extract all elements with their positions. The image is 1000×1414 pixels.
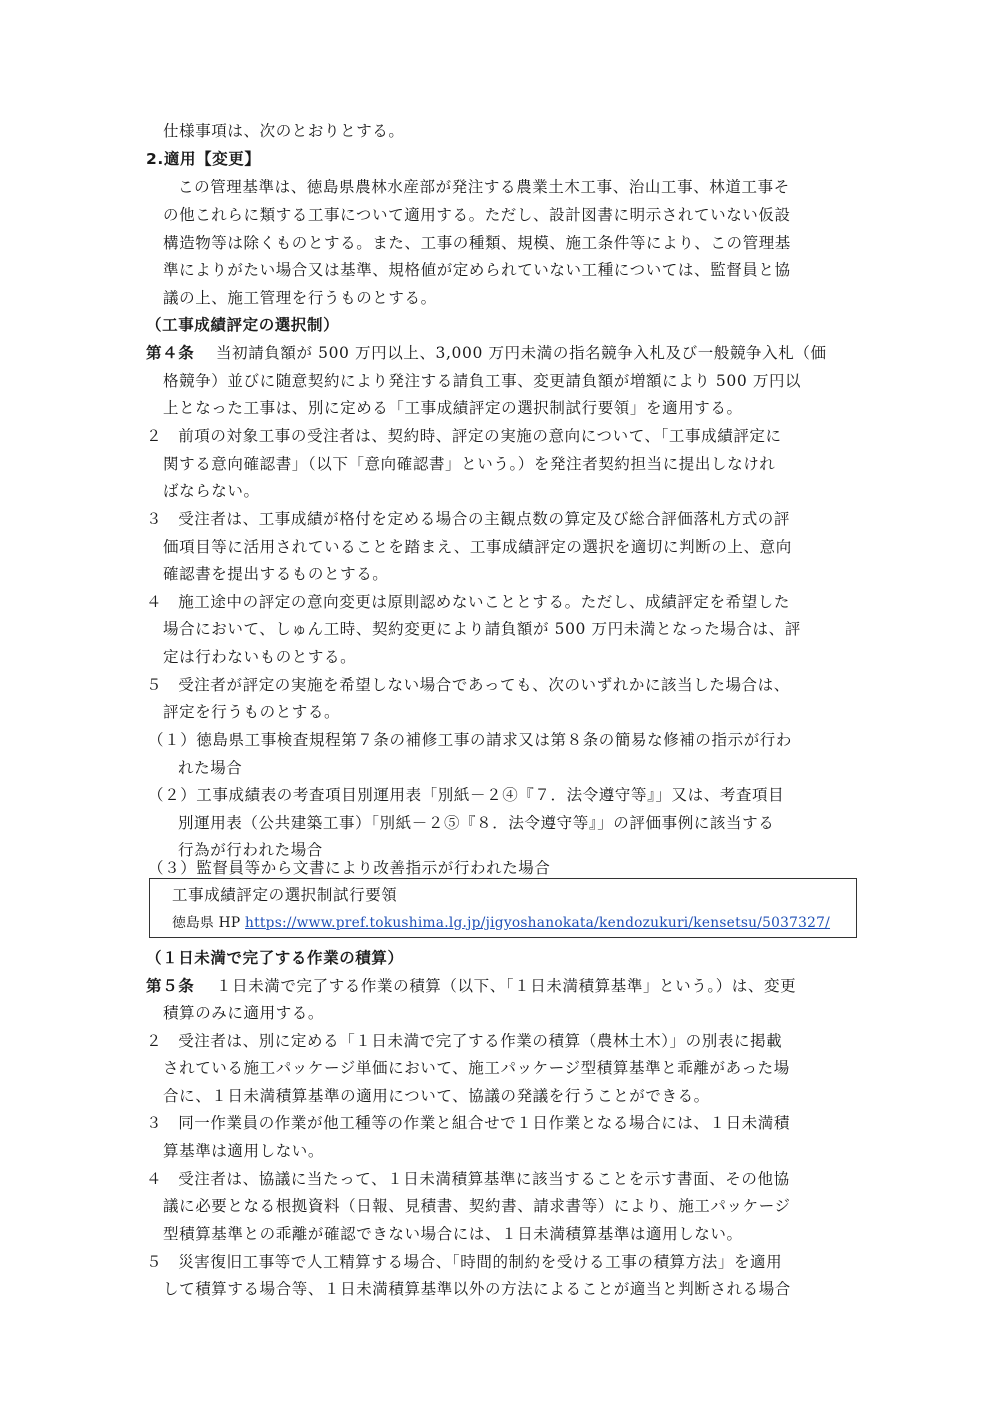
reference-title: 工事成績評定の選択制試行要領 <box>172 886 398 904</box>
text-line: れた場合 <box>178 759 243 777</box>
reference-label: 徳島県 HP <box>172 915 241 931</box>
text-line: 合に、１日未満積算基準の適用について、協議の発議を行うことができる。 <box>163 1087 710 1105</box>
text-line: して積算する場合等、１日未満積算基準以外の方法によることが適当と判断される場合 <box>163 1280 791 1298</box>
text-line: されている施工パッケージ単価において、施工パッケージ型積算基準と乖離があった場 <box>163 1059 790 1077</box>
paragraph-item: ４ 受注者は、協議に当たって、１日未満積算基準に該当することを示す書面、その他協 <box>146 1170 790 1188</box>
text-line: 型積算基準との乖離が確認できない場合には、１日未満積算基準は適用しない。 <box>163 1225 743 1243</box>
paragraph-item: ２ 受注者は、別に定める「１日未満で完了する作業の積算（農林土木）」の別表に掲載 <box>146 1032 783 1050</box>
sub-item: （１）徳島県工事検査規程第７条の補修工事の請求又は第８条の簡易な修補の指示が行わ <box>148 731 793 749</box>
paragraph-item: ２ 前項の対象工事の受注者は、契約時、評定の実施の意向について、「工事成績評定に <box>146 427 782 445</box>
text-line: この管理基準は、徳島県農林水産部が発注する農業土木工事、治山工事、林道工事そ <box>178 178 790 196</box>
text-line: 格競争）並びに随意契約により発注する請負工事、変更請負額が増額により 500 万円以 <box>163 372 802 390</box>
text-line: 場合において、しゅん工時、契約変更により請負額が 500 万円未満となった場合は、評 <box>163 620 801 638</box>
text-line: 別運用表（公共建築工事）「別紙－２⑤『８．法令遵守等』」の評価事例に該当する <box>178 814 775 832</box>
text-line: １日未満で完了する作業の積算（以下、「１日未満積算基準」という。）は、変更 <box>216 977 797 995</box>
reference-link[interactable]: https://www.pref.tokushima.lg.jp/jigyoshanokata/kendozukuri/kensetsu/5037327/ <box>245 915 831 931</box>
section-heading: 2.適用【変更】 <box>146 150 261 168</box>
text-line: 議に必要となる根拠資料（日報、見積書、契約書、請求書等）により、施工パッケージ <box>163 1197 791 1215</box>
article-caption: （１日未満で完了する作業の積算） <box>146 949 404 967</box>
text-line: 算基準は適用しない。 <box>163 1142 325 1160</box>
text-line: 構造物等は除くものとする。また、工事の種類、規模、施工条件等により、この管理基 <box>163 234 791 252</box>
sub-item: （２）工事成績表の考査項目別運用表「別紙－２④『７．法令遵守等』」又は、考査項目 <box>148 786 785 804</box>
text-line: 定は行わないものとする。 <box>163 648 357 666</box>
reference-url-line <box>172 913 830 933</box>
text-line: 上となった工事は、別に定める「工事成績評定の選択制試行要領」を適用する。 <box>163 399 743 417</box>
paragraph-item: ４ 施工途中の評定の意向変更は原則認めないこととする。ただし、成績評定を希望した <box>146 593 791 611</box>
text-line: 行為が行われた場合 <box>178 841 323 859</box>
reference-box <box>149 878 857 938</box>
article-number: 第５条 <box>146 977 195 995</box>
paragraph-item: ３ 受注者は、工事成績が格付を定める場合の主観点数の算定及び総合評価落札方式の評 <box>146 510 791 528</box>
text-line: 積算のみに適用する。 <box>163 1004 325 1022</box>
article-caption: （工事成績評定の選択制） <box>146 316 340 334</box>
text-line: 価項目等に活用されていることを踏まえ、工事成績評定の選択を適切に判断の上、意向 <box>163 538 792 556</box>
text-line: 当初請負額が 500 万円以上、3,000 万円未満の指名競争入札及び一般競争入札（価 <box>216 344 827 362</box>
paragraph-item: ３ 同一作業員の作業が他工種等の作業と組合せで１日作業となる場合には、１日未満積 <box>146 1114 791 1132</box>
sub-item: （３）監督員等から文書により改善指示が行われた場合 <box>148 859 551 877</box>
paragraph-item: ５ 受注者が評定の実施を希望しない場合であっても、次のいずれかに該当した場合は、 <box>146 676 790 694</box>
text-line: の他これらに類する工事について適用する。ただし、設計図書に明示されていない仮設 <box>163 206 791 224</box>
text-line: ばならない。 <box>163 482 260 500</box>
text-line: 確認書を提出するものとする。 <box>163 565 389 583</box>
article-number: 第４条 <box>146 344 195 362</box>
paragraph-item: ５ 災害復旧工事等で人工精算する場合、「時間的制約を受ける工事の積算方法」を適用 <box>146 1253 783 1271</box>
text-line: 関する意向確認書」（以下「意向確認書」という。）を発注者契約担当に提出しなけれ <box>163 455 776 473</box>
text-line: 議の上、施工管理を行うものとする。 <box>163 289 437 307</box>
text-line: 仕様事項は、次のとおりとする。 <box>163 122 405 140</box>
text-line: 評定を行うものとする。 <box>163 703 341 721</box>
text-line: 準によりがたい場合又は基準、規格値が定められていない工種については、監督員と協 <box>163 261 791 279</box>
